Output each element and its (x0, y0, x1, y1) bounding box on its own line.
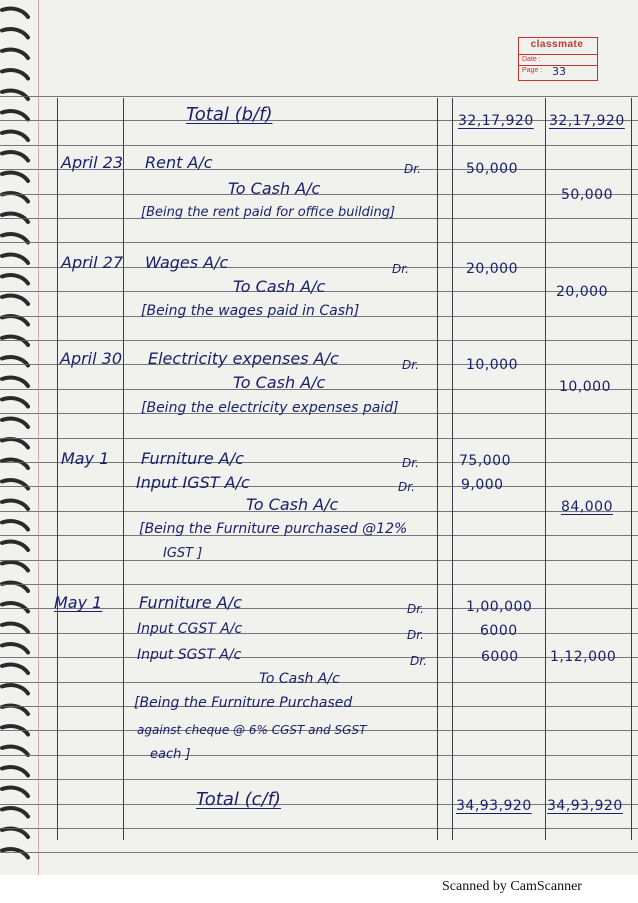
spiral-ring (2, 685, 28, 693)
classmate-stamp (518, 37, 598, 81)
stamp-date-label: Date : (522, 56, 541, 63)
spiral-ring (2, 255, 28, 263)
entry-4-account-1: Furniture A/c (141, 449, 244, 468)
entry-5-dr-2: Dr. (407, 628, 424, 642)
debit-column-border (452, 98, 453, 840)
entry-5-narration-1: [Being the Furniture Purchased (134, 695, 353, 711)
spiral-ring (2, 419, 28, 427)
entry-1-credit-2: 50,000 (561, 187, 613, 203)
entry-5-date: May 1 (54, 593, 103, 612)
spiral-ring (2, 624, 28, 632)
entry-2-date: April 27 (61, 253, 124, 272)
stamp-brand: classmate (530, 39, 584, 50)
entry-2-narration-1: [Being the wages paid in Cash] (141, 303, 360, 319)
entry-3-account-2: To Cash A/c (233, 373, 326, 392)
spiral-ring (2, 542, 28, 550)
spiral-ring (2, 788, 28, 796)
entry-5-account-3: Input SGST A/c (137, 647, 242, 663)
entry-3-account-1: Electricity expenses A/c (148, 349, 339, 368)
entry-5-account-4: To Cash A/c (259, 671, 340, 687)
spiral-ring (2, 111, 28, 119)
entry-5-dr-1: Dr. (407, 602, 424, 616)
total-bf-label: Total (b/f) (186, 104, 273, 125)
entry-1-account-2: To Cash A/c (228, 179, 321, 198)
entry-1-narration-1: [Being the rent paid for office building] (141, 205, 396, 220)
spiral-ring (2, 9, 28, 17)
spiral-ring (2, 665, 28, 673)
spiral-ring (2, 747, 28, 755)
entry-4-account-3: To Cash A/c (246, 495, 339, 514)
stamp-page-label: Page : (522, 67, 543, 74)
entry-2-account-1: Wages A/c (145, 253, 229, 272)
entry-2-account-2: To Cash A/c (233, 277, 326, 296)
entry-5-dr-3: Dr. (410, 654, 427, 668)
spiral-ring (2, 501, 28, 509)
entry-4-date: May 1 (61, 449, 110, 468)
spiral-ring (2, 767, 28, 775)
total-bf-credit: 32,17,920 (549, 113, 625, 129)
entry-4-narration-2: IGST ] (163, 546, 203, 561)
entry-5-debit-3: 6000 (481, 649, 519, 665)
spiral-ring (2, 439, 28, 447)
entry-4-debit-2: 9,000 (461, 477, 504, 493)
total-cf-credit: 34,93,920 (547, 798, 623, 814)
spiral-ring (2, 173, 28, 181)
entry-5-account-2: Input CGST A/c (137, 621, 243, 637)
stamp-page-number: 33 (552, 65, 566, 78)
entry-3-narration-1: [Being the electricity expenses paid] (141, 400, 399, 416)
spiral-ring (2, 849, 28, 857)
spiral-ring (2, 644, 28, 652)
spiral-ring (2, 70, 28, 78)
entry-4-account-2: Input IGST A/c (136, 473, 250, 492)
entry-1-dr-1: Dr. (404, 162, 421, 176)
margin-line (38, 0, 39, 875)
entry-1-account-1: Rent A/c (145, 153, 213, 172)
entry-5-debit-1: 1,00,000 (466, 599, 533, 615)
spiral-ring (2, 378, 28, 386)
entry-5-credit-3: 1,12,000 (550, 649, 617, 665)
spiral-ring (2, 275, 28, 283)
spiral-ring (2, 296, 28, 304)
spiral-ring (2, 808, 28, 816)
entry-5-debit-2: 6000 (480, 623, 518, 639)
scanner-watermark: Scanned by CamScanner (442, 879, 582, 894)
credit-column-border (545, 98, 546, 840)
entry-2-debit-1: 20,000 (466, 261, 518, 277)
entry-4-credit-3: 84,000 (561, 499, 613, 515)
entry-3-debit-1: 10,000 (466, 357, 518, 373)
spiral-ring (2, 562, 28, 570)
entry-5-account-1: Furniture A/c (139, 593, 242, 612)
entry-5-narration-2: against cheque @ 6% CGST and SGST (137, 723, 367, 737)
entry-4-debit-1: 75,000 (459, 453, 511, 469)
total-cf-debit: 34,93,920 (456, 798, 532, 814)
particulars-column-border (123, 98, 124, 840)
entry-3-dr-1: Dr. (402, 358, 419, 372)
entry-2-dr-1: Dr. (392, 262, 409, 276)
spiral-ring (2, 316, 28, 324)
spiral-ring (2, 152, 28, 160)
entry-2-credit-2: 20,000 (556, 284, 608, 300)
entry-4-dr-2: Dr. (398, 480, 415, 494)
spiral-ring (2, 50, 28, 58)
entry-5-narration-3: each ] (150, 747, 191, 762)
right-column-border (631, 98, 632, 840)
spiral-ring (2, 398, 28, 406)
spiral-ring (2, 829, 28, 837)
entry-4-narration-1: [Being the Furniture purchased @12% (139, 521, 408, 537)
spiral-ring (2, 521, 28, 529)
entry-4-dr-1: Dr. (402, 456, 419, 470)
entry-1-debit-1: 50,000 (466, 161, 518, 177)
entry-3-credit-2: 10,000 (559, 379, 611, 395)
lf-column-border (437, 98, 438, 840)
entry-1-date: April 23 (61, 153, 124, 172)
spiral-ring (2, 480, 28, 488)
spiral-ring (2, 132, 28, 140)
spiral-ring (2, 460, 28, 468)
total-cf-label: Total (c/f) (196, 789, 281, 810)
spiral-ring (2, 29, 28, 37)
total-bf-debit: 32,17,920 (458, 113, 534, 129)
date-column-border (57, 98, 58, 840)
spiral-ring (2, 91, 28, 99)
entry-3-date: April 30 (60, 349, 123, 368)
